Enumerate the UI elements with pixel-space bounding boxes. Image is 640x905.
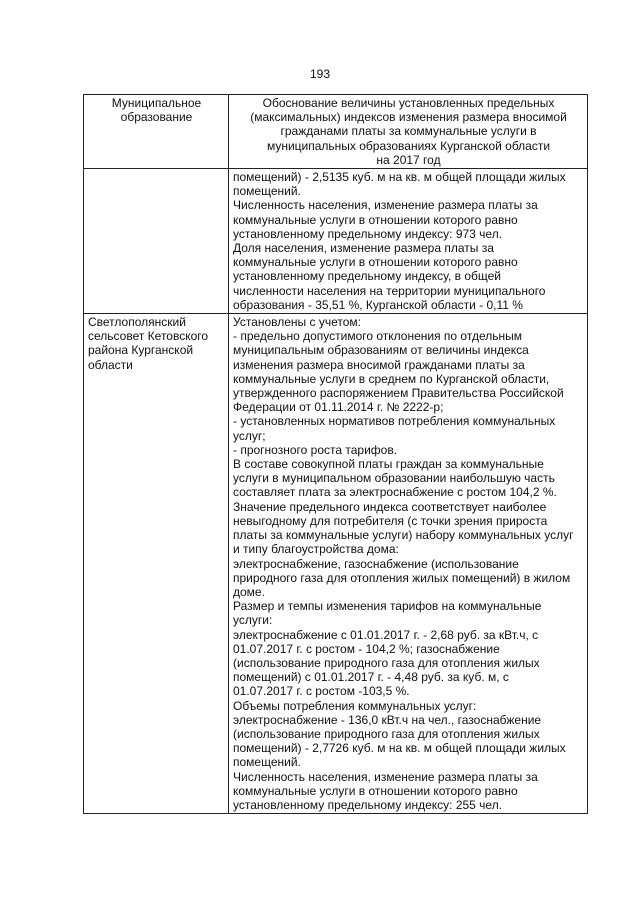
municipality-line: области bbox=[88, 357, 133, 372]
text-line: услуги: bbox=[233, 613, 273, 628]
text-line: и типу благоустройства дома: bbox=[233, 542, 399, 557]
text-line: помещений) с 01.01.2017 г. - 4,48 руб. за куб. м, с bbox=[233, 670, 509, 685]
text-line: помещений) - 2,5135 куб. м на кв. м общей площади жилых bbox=[233, 170, 566, 185]
text-line: - установленных нормативов потребления коммунальных bbox=[233, 414, 556, 429]
text-line: - предельно допустимого отклонения по отдельным bbox=[233, 329, 522, 344]
text-line: (использование природного газа для отопления жилых bbox=[233, 726, 540, 741]
header-justification-line: муниципальных образованиях Курганской области bbox=[266, 138, 551, 153]
text-line: электроснабжение, газоснабжение (использование bbox=[233, 556, 519, 571]
text-line: Объемы потребления коммунальных услуг: bbox=[233, 698, 477, 713]
municipality-cell bbox=[84, 314, 229, 814]
header-justification-cell bbox=[229, 95, 588, 169]
municipality-line: района Курганской bbox=[88, 343, 194, 358]
text-line: установленному предельному индексу, в общей bbox=[233, 269, 501, 284]
text-line: коммунальные услуги в отношении которого равно bbox=[233, 783, 518, 798]
text-line: 01.07.2017 г. с ростом -103,5 %. bbox=[233, 684, 410, 699]
text-line: составляет плата за электроснабжение с ростом 104,2 %. bbox=[233, 485, 557, 500]
text-line: платы за коммунальные услуги) набору коммунальных услуг bbox=[233, 528, 574, 543]
header-municipality-line: образование bbox=[120, 110, 193, 125]
tariff-justification-table bbox=[83, 94, 588, 814]
text-line: установленному предельному индексу: 255 чел. bbox=[233, 797, 503, 812]
header-justification-line: на 2017 год bbox=[376, 152, 441, 167]
text-line: Численность населения, изменение размера платы за bbox=[233, 769, 538, 784]
text-line: (использование природного газа для отопления жилых bbox=[233, 655, 540, 670]
municipality-cell bbox=[84, 169, 229, 314]
text-line: утвержденного распоряжением Правительства Российской bbox=[233, 386, 564, 401]
justification-cell bbox=[229, 314, 588, 814]
text-line: В составе совокупной платы граждан за коммунальные bbox=[233, 457, 544, 472]
text-line: доме. bbox=[233, 584, 265, 599]
text-line: электроснабжение - 136,0 кВт.ч на чел., газоснабжение bbox=[233, 712, 542, 727]
text-line: невыгодному для потребителя (с точки зрения прироста bbox=[233, 513, 548, 528]
text-line: численности населения на территории муниципального bbox=[233, 283, 546, 298]
text-line: - прогнозного роста тарифов. bbox=[233, 442, 398, 457]
text-line: Доля населения, изменение размера платы за bbox=[233, 241, 494, 256]
text-line: помещений) - 2,7726 куб. м на кв. м общей площади жилых bbox=[233, 741, 566, 756]
page-number: 193 bbox=[309, 67, 331, 81]
text-line: муниципальным образованиям от величины индекса bbox=[233, 343, 529, 358]
text-line: помещений. bbox=[233, 755, 301, 770]
text-line: услуги в муниципальном образовании наибольшую часть bbox=[233, 471, 555, 486]
text-line: Значение предельного индекса соответствует наиболее bbox=[233, 499, 547, 514]
text-line: помещений. bbox=[233, 184, 301, 199]
text-line: Размер и темпы изменения тарифов на коммунальные bbox=[233, 599, 542, 614]
text-line: коммунальные услуги в отношении которого равно bbox=[233, 255, 518, 270]
municipality-line: сельсовет Кетовского bbox=[88, 329, 209, 344]
table-row bbox=[84, 169, 588, 314]
text-line: образования - 35,51 %, Курганской области - 0,11 % bbox=[233, 297, 523, 312]
text-line: коммунальные услуги в отношении которого равно bbox=[233, 212, 518, 227]
text-line: Федерации от 01.11.2014 г. № 2222-р; bbox=[233, 400, 444, 415]
table-row bbox=[84, 314, 588, 814]
header-municipality-cell bbox=[84, 95, 229, 169]
header-municipality-line: Муниципальное bbox=[111, 96, 202, 110]
text-line: изменения размера вносимой гражданами платы за bbox=[233, 357, 525, 372]
text-line: услуг; bbox=[233, 428, 266, 443]
text-line: Численность населения, изменение размера платы за bbox=[233, 198, 538, 213]
text-line: коммунальные услуги в среднем по Курганской области, bbox=[233, 371, 550, 386]
table-header-row bbox=[84, 95, 588, 169]
header-justification-line: гражданами платы за коммунальные услуги в bbox=[280, 124, 537, 139]
municipality-line: Светлополянский bbox=[88, 315, 186, 330]
text-line: природного газа для отопления жилых помещений) в жилом bbox=[233, 570, 571, 585]
justification-cell bbox=[229, 169, 588, 314]
header-justification-line: (максимальных) индексов изменения размера вносимой bbox=[250, 110, 567, 125]
text-line: 01.07.2017 г. с ростом - 104,2 %; газоснабжение bbox=[233, 641, 500, 656]
header-justification-line: Обоснование величины установленных предельных bbox=[262, 96, 555, 110]
text-line: установленному предельному индексу: 973 чел. bbox=[233, 226, 503, 241]
text-line: электроснабжение с 01.01.2017 г. - 2,68 руб. за кВт.ч, с bbox=[233, 627, 539, 642]
text-line: Установлены с учетом: bbox=[233, 315, 361, 330]
